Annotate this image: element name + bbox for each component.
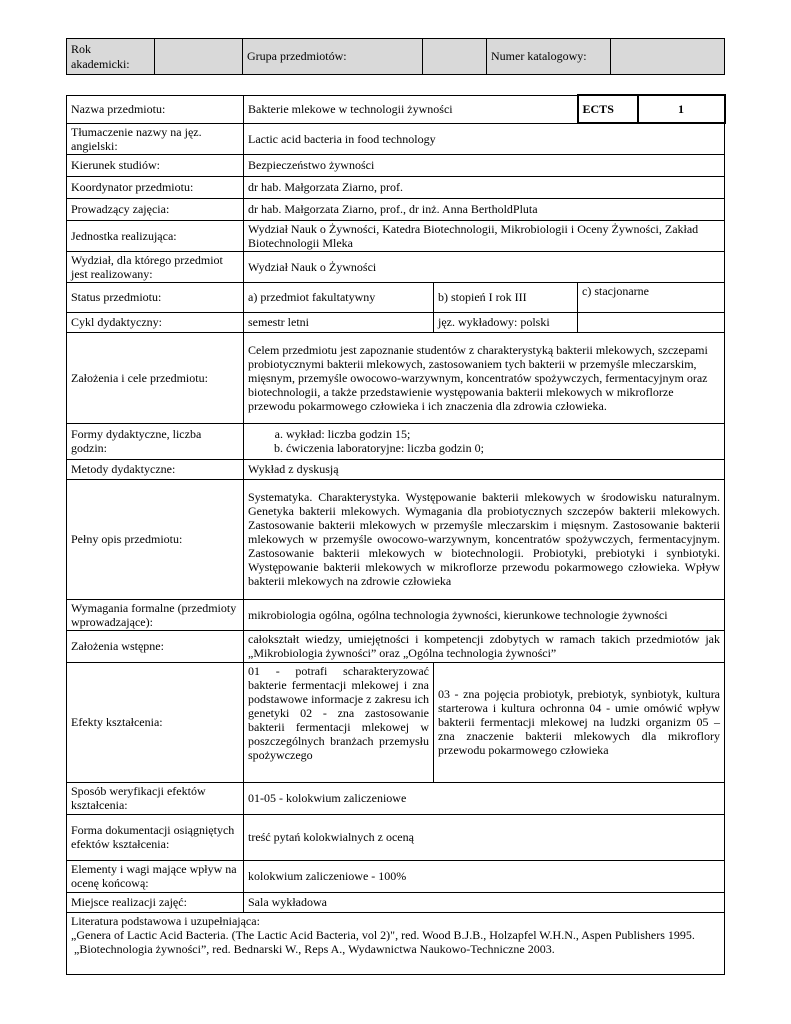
documentation-value: treść pytań kolokwialnych z oceną — [244, 814, 725, 860]
requirements-value: mikrobiologia ogólna, ogólna technologia żywności, kierunkowe technologie żywności — [244, 599, 725, 630]
faculty-value: Wydział Nauk o Żywności — [244, 251, 725, 282]
literature-cell — [67, 912, 725, 974]
status-label: Status przedmiotu: — [67, 282, 244, 312]
subject-group-value — [423, 39, 487, 75]
cycle-empty — [578, 312, 725, 332]
weights-label: Elementy i wagi mające wpływ na ocenę końcową: — [67, 860, 244, 892]
literature-item: „Genera of Lactic Acid Bacteria. (The Lactic Acid Bacteria, vol 2)", red. Wood B.J.B., Holzapfel W.H.N., Aspen Publishers 1995. — [71, 927, 695, 942]
header-table — [66, 38, 725, 75]
field-value: Bezpieczeństwo żywności — [244, 154, 725, 176]
goals-label: Założenia i cele przedmiotu: — [67, 332, 244, 423]
literature-item: „Biotechnologia żywności”, red. Bednarski W., Reps A., Wydawnictwa Naukowo-Techniczne 2003. — [71, 941, 555, 956]
literature-label: Literatura podstawowa i uzupełniająca: — [71, 913, 260, 928]
forms-value — [244, 423, 725, 459]
status-a: a) przedmiot fakultatywny — [244, 282, 434, 312]
course-table — [66, 94, 726, 975]
subject-group-label: Grupa przedmiotów: — [243, 39, 423, 75]
unit-label: Jednostka realizująca: — [67, 220, 244, 251]
ects-label: ECTS — [578, 95, 638, 123]
description-value: Systematyka. Charakterystyka. Występowanie bakterii mlekowych w środowisku naturalnym. Genetyka bakterii mlekowych. Wymagania dla probiotycznych szczepów bakterii mlekowych. Zastosowanie bakterii mlekowych w przemyśle mleczarskim i mięsnym. Zastosowanie bakterii mlekowych w przemyśle owocowo-warzywnym, koncentratów spożywczych, fermentacyjnym. Zastosowanie bakterii mlekowych w biotechnologii. Probiotyki, prebiotyki i synbiotyki. Występowanie bakterii mlekowych w mikroflorze przewodu pokarmowego człowieka. Wpływ bakterii mlekowych na zdrowie człowieka — [244, 479, 725, 599]
status-b: b) stopień I rok III — [434, 282, 578, 312]
prereq-label: Założenia wstępne: — [67, 630, 244, 662]
methods-value: Wykład z dyskusją — [244, 459, 725, 479]
lecture-language: jęz. wykładowy: polski — [434, 312, 578, 332]
translation-label: Tłumaczenie nazwy na jęz. angielski: — [67, 123, 244, 154]
prereq-value: całokształt wiedzy, umiejętności i kompetencji zdobytych w ramach takich przedmiotów jak „Mikrobiologia żywności” oraz „Ogólna technologia żywności” — [244, 630, 725, 662]
ects-value: 1 — [638, 95, 725, 123]
cycle-label: Cykl dydaktyczny: — [67, 312, 244, 332]
requirements-label: Wymagania formalne (przedmioty wprowadzające): — [67, 599, 244, 630]
forms-item-lecture: a. wykład: liczba godzin 15; — [286, 427, 720, 441]
faculty-label: Wydział, dla którego przedmiot jest realizowany: — [67, 251, 244, 282]
instructors-label: Prowadzący zajęcia: — [67, 198, 244, 220]
translation-value: Lactic acid bacteria in food technology — [244, 123, 725, 154]
cycle-value: semestr letni — [244, 312, 434, 332]
coordinator-label: Koordynator przedmiotu: — [67, 176, 244, 198]
weights-value: kolokwium zaliczeniowe - 100% — [244, 860, 725, 892]
goals-value: Celem przedmiotu jest zapoznanie studentów z charakterystyką bakterii mlekowych, szczepami probiotycznymi bakterii mlekowych, zastosowaniem tych bakterii w przemyśle mleczarskim, mięsnym, przemyśle owocowo-warzywnym, koncentratów spożywczych, fermentacyjnym oraz biotechnologii, a także przedstawienie występowania bakterii mlekowych w mikroflorze przewodu pokarmowego człowieka i ich znaczenia dla zdrowia człowieka. — [244, 332, 725, 423]
coordinator-value: dr hab. Małgorzata Ziarno, prof. — [244, 176, 725, 198]
catalog-number-value — [611, 39, 725, 75]
description-label: Pełny opis przedmiotu: — [67, 479, 244, 599]
place-value: Sala wykładowa — [244, 892, 725, 912]
place-label: Miejsce realizacji zajęć: — [67, 892, 244, 912]
academic-year-value — [155, 39, 243, 75]
instructors-value: dr hab. Małgorzata Ziarno, prof., dr inż. Anna BertholdPluta — [244, 198, 725, 220]
status-c: c) stacjonarne — [578, 282, 725, 312]
forms-list — [248, 427, 720, 455]
verification-label: Sposób weryfikacji efektów kształcenia: — [67, 782, 244, 814]
verification-value: 01-05 - kolokwium zaliczeniowe — [244, 782, 725, 814]
forms-label: Formy dydaktyczne, liczba godzin: — [67, 423, 244, 459]
outcomes-label: Efekty kształcenia: — [67, 662, 244, 782]
field-label: Kierunek studiów: — [67, 154, 244, 176]
outcomes-right: 03 - zna pojęcia probiotyk, prebiotyk, synbiotyk, kultura starterowa i kultura ochronna 04 - umie omówić wpływ bakterii fermentacji mlekowej na ludzki organizm 05 – zna znaczenie bakterii mlekowych dla mikroflory przewodu pokarmowego człowieka — [434, 662, 725, 782]
name-label: Nazwa przedmiotu: — [67, 95, 244, 123]
methods-label: Metody dydaktyczne: — [67, 459, 244, 479]
documentation-label: Forma dokumentacji osiągniętych efektów kształcenia: — [67, 814, 244, 860]
catalog-number-label: Numer katalogowy: — [487, 39, 611, 75]
unit-value: Wydział Nauk o Żywności, Katedra Biotechnologii, Mikrobiologii i Oceny Żywności, Zakład Biotechnologii Mleka — [244, 220, 725, 251]
name-value: Bakterie mlekowe w technologii żywności — [244, 95, 578, 123]
academic-year-label: Rok akademicki: — [67, 39, 155, 75]
forms-item-lab: b. ćwiczenia laboratoryjne: liczba godzin 0; — [286, 441, 720, 455]
outcomes-left: 01 - potrafi scharakteryzować bakterie fermentacji mlekowej i zna podstawowe informacje z zakresu ich genetyki 02 - zna zastosowanie bakterii fermentacji mlekowej w poszczególnych branżach przemysłu spożywczego — [244, 662, 434, 782]
